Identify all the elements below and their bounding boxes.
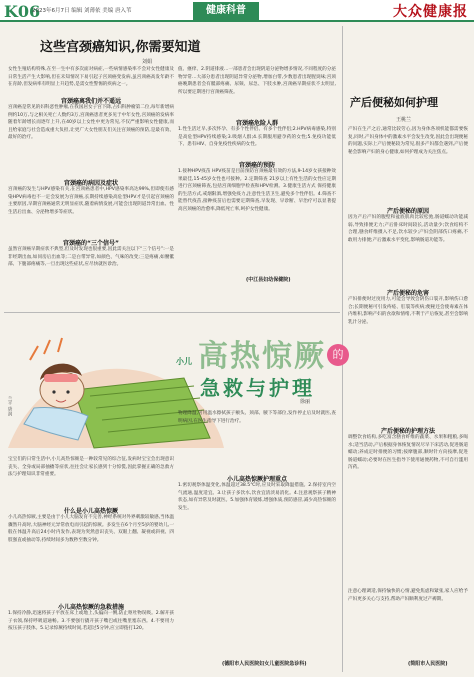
article-paragraph: 小儿高热惊厥,主要是由于小儿大脑发育不完善,神经系统对外界刺激较敏感,当体温骤然升高时,大脑神经元异常放电而引起的惊厥。多发生在6个月至5岁的婴幼儿,一般在体温升高后24小时内发作,表现为突然意识丧失、双眼上翻、凝视或斜视、四肢强直或抽动等,持续时间多为数秒至数分钟。 [8, 515, 174, 543]
article-paragraph: 1.接种HPV疫苗 HPV疫苗是目前预防宫颈癌最有效的方法,9-14岁女孩接种效果最佳,15-45岁女性也可接种。2.定期筛查 21岁以上有性生活的女性应定期进行宫颈癌筛查,包括宫颈细胞学检查和HPV检测。3.健康生活方式 保持健康的生活方式,戒烟限酒,增强免疫力,注意性生活卫生,避免多个性伴侣。4.筛查不能替代疫苗,接种疫苗后也需要定期筛查,早发现、早诊断、早治疗可以显著提高宫颈癌的治愈率,降低死亡率,呵护女性健康。 [178, 169, 336, 212]
article-headline: 产后便秘如何护理 [350, 96, 438, 109]
section-heading: 产后便秘的危害 [386, 290, 429, 297]
hero-subtitle: 急救与护理 [200, 376, 315, 400]
hero-byline: 徐丽 [300, 399, 311, 405]
article-paragraph: 值、瘙痒、2.阴道排液…一部患者会出现阴道分泌物增多情况,不同程度的分泌物异常…大部分患者出现阴道异常分泌物,增加白带,少数患者出现腥臭味;宫颈癌晚期患者会有骶部疼痛、尿频、尿急、下肢水肿,宫颈癌早期症状不太明显,所以要定期进行宫颈癌筛查。 [178, 67, 336, 95]
page-number: K06 [4, 2, 41, 21]
article-paragraph: 宫颈癌的发生与HPV感染有关,在宫颈癌患者中,HPV感染率高达99%,但即使有感染HPV病毒也不一定会发展为宫颈癌,长期持续感染高危型HPV才是引起宫颈癌的主要原因,早期宫颈癌通常无明显症状,随着病情发展,可能会出现阴道异常出血、性生活后出血、分泌物增多等症状。 [8, 187, 174, 215]
section-tab: 健康科普 [193, 2, 259, 20]
article-intro: 女性生殖结构特殊,在至一生中有多次面对病症,一些病情感染率不会对女性健康及日常生活产生大影响,但在未知情况下易引起子宫颈癌变发病,虽宫颈癌高发年龄不在育龄,但发病率有明显上升趋势,是需女性警惕的疾病之一。 [8, 67, 174, 88]
section-divider [4, 312, 340, 313]
article-paragraph: 宫颈癌是常见的妇科恶性肿瘤,在我国居女子宫下降,占妇科肿瘤第二位,每年新增病例约10万,与之相关死亡人数约3万,宫颈癌患者更多见于中年女性,宫颈癌的发病率随着年龄增长而逐年上升,在40岁以上女性中更为常见,不仅严重影响女性健康,而且给家庭与社会造成重大负担,让更广大女性朋友们关注宫颈癌的预防,是最有效、最好的治疗。 [8, 105, 174, 141]
section-heading: 宫颈癌的病因及症状 [63, 180, 118, 187]
article-paragraph: 调整饮食结构,多吃富含膳食纤维的蔬菜、水果和粗粮,多喝水;适当活动,产后根据身体恢复情况尽早下床活动,促进肠道蠕动;养成定时排便的习惯;按摩腹部,顺时针方向按摩,促进肠道蠕动;必要时在医生指导下使用通便药物,不可自行滥用泻药。 [348, 435, 468, 471]
section-heading: 宫颈癌的预防 [238, 162, 275, 169]
article-paragraph: 虽然宫颈癌早期症状不典型,但及时发现也很重要,因此需关注以下“三个信号”:一是非经期出血,如同房后出血等;二是白带异常,如颜色、气味的改变;三是疼痛,如腰骶部、下腹部疼痛等,一旦出现这些症状,应尽快就医诊治。 [8, 247, 174, 268]
hero-prefix: 小儿 [176, 357, 192, 366]
section-heading: 宫颈癌危险人群 [235, 120, 278, 127]
article-paragraph: 1.密切观察体温变化,体温超过38.5℃时,应及时采取降温措施。2.保持室内空气流通,温度适宜。3.让孩子多饮水,饮食宜清淡易消化。4.注意观察孩子精神状态,如有异常及时就医。5.加强体育锻炼,增强体质,预防感冒,减少高热惊厥的发生。 [178, 483, 336, 511]
article-intro: 宝宝们的日常生活中,小儿高热惊厥是一种较常见的综合征,发病时宝宝会出现意识丧失、全身或局部抽搐等症状,往往会让家长感到十分惊慌,因此掌握正确的急救方法与护理知识非常重要。 [8, 457, 174, 478]
article-paragraph: 因为产后产妇的腹壁和盆底肌肉比较松弛,肠道蠕动功能减弱,导致排便无力;产后卧床时间较长,活动量少;饮食结构不合理,膳食纤维摄入不足,饮水较少;产妇会阴部伤口疼痛,不敢用力排便;产后激素水平变化,影响肠道功能等。 [348, 215, 468, 243]
article-byline: 刘娟 [142, 59, 153, 65]
masthead [0, 0, 474, 22]
article-headline: 这些宫颈癌知识,你需要知道 [40, 40, 201, 55]
article-source: (德阳市人民医院妇女儿童医院急诊科) [222, 661, 307, 667]
article-paragraph: 1.性生活过早,多次怀孕、有多个性伴侣、有多个性伴侣;2.HPV病毒感染,特别是高危型HPV持续感染;3.吸烟人群;4.长期服用避孕药的女性;5.免疫功能低下、患有HIV、自身免疫性疾病的女性。 [178, 127, 336, 148]
article-byline: 王桃兰 [396, 117, 412, 123]
section-heading: 小儿高热惊厥的急救措施 [57, 604, 124, 611]
section-heading: 什么是小儿高热惊厥 [63, 508, 118, 515]
illustration-credit: 兰平 唐润 [7, 396, 12, 416]
section-heading: 产后便秘的护理方法 [380, 428, 435, 435]
article-intro: 产妇在生产之后,通常比较劳心,因为身体各项机能都需要恢复,同时,产妇身体中的激素水平会发生改变,因此会出现便秘的问题,实际上产后便秘较为常见,很多产妇都会遇到,产后便秘会影响产妇的身心健康,如何护理成为关注焦点。 [348, 127, 468, 155]
article-paragraph: 注意心理调适,保持愉快的心情,避免焦虑和紧张,家人应给予产妇更多关心与支持,帮助产妇顺利度过产褥期。 [348, 589, 468, 602]
section-heading: 小儿高热惊厥护理重点 [226, 476, 287, 483]
newspaper-logo: 大众健康报 [393, 4, 468, 20]
section-heading: 宫颈癌的“三个信号” [63, 240, 119, 247]
article-source: (简阳市人民医院) [408, 661, 448, 667]
article-paragraph: 物理降温,可用温水擦拭孩子额头、颈部、腋下等部位,发作停止后及时就医,查明病因,在医生指导下进行治疗。 [178, 411, 336, 424]
hero-de-badge: 的 [327, 344, 349, 366]
section-heading: 宫颈癌离我们并不遥远 [60, 98, 121, 105]
hero-title: 高热惊厥 [198, 339, 326, 374]
article-paragraph: 1.保持冷静,迅速将孩子平放在床上或地上,头偏向一侧,防止呕吐物误吸。2.解开孩子衣领,保持呼吸道通畅。3.不要强行撬开孩子嘴巴或往嘴里塞东西。4.不要用力按压孩子肢体。5.记录惊厥持续时间,若超过5分钟,应立即拨打120。 [8, 611, 174, 632]
page-info: 2023年6月7日 编辑 刘薄依 美编 唐入苇 [32, 8, 132, 14]
section-heading: 产后便秘的原因 [386, 208, 429, 215]
article-paragraph: 产妇排便时过度用力,可能会导致会阴伤口裂开,影响伤口愈合;长期便秘可引发痔疮、肛裂等疾病;便秘还会使毒素在体内堆积,影响产妇的食欲和情绪,不利于产后恢复,甚至会影响乳汁分泌。 [348, 297, 468, 325]
article-source: (中江县妇幼保健院) [246, 277, 291, 283]
